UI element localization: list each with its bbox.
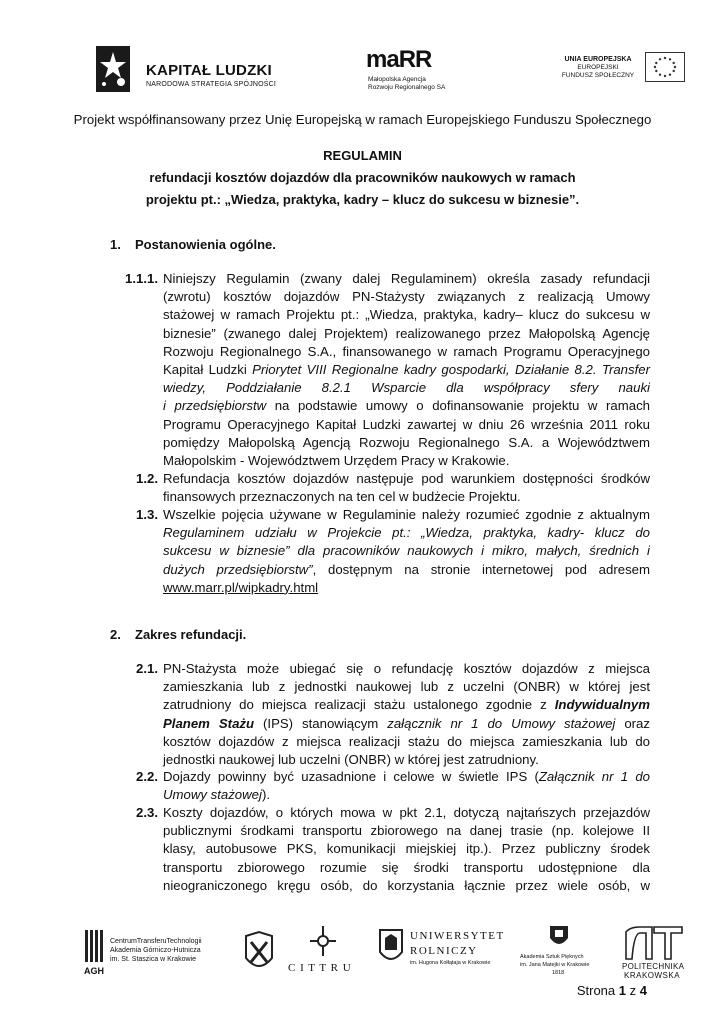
section-2-heading	[110, 627, 246, 642]
eu-flag-icon	[645, 52, 685, 82]
paragraph-number: 2.2.	[136, 769, 158, 784]
pk-line-2: KRAKOWSKA	[624, 971, 681, 980]
doc-subtitle-1: refundacji kosztów dojazdów dla pracowników naukowych w ramach	[149, 170, 576, 185]
project-website-link[interactable]: www.marr.pl/wipkadry.html	[163, 579, 319, 595]
kapital-ludzki-subtitle: NARODOWA STRATEGIA SPÓJNOŚCI	[146, 81, 277, 88]
text-run-italic: załącznik nr 1 do Umowy stażowej	[387, 715, 616, 731]
paragraph-number: 1.1.1.	[125, 271, 158, 286]
text-line	[163, 579, 650, 597]
eu-line-2: EUROPEJSKI	[577, 64, 619, 71]
section-2-title: Zakres refundacji.	[135, 627, 247, 642]
asp-logo	[520, 924, 600, 984]
cittru-emblem-icon	[310, 926, 336, 956]
text-line: pomiędzy Małopolską Agencją Rozwoju Regionalnego S.A. a Województwem	[163, 434, 650, 450]
page-total: 4	[639, 983, 647, 998]
ur-logo	[378, 924, 518, 984]
text-run: Kapitał Ludzki	[163, 362, 253, 378]
asp-line-1: Akademia Sztuk Pięknych	[520, 954, 584, 960]
text-run-bold-italic: Planem Stażu	[163, 715, 255, 731]
header-logos	[88, 40, 688, 100]
paragraph-number: 1.3.	[136, 507, 158, 522]
crossed-keys-emblem-icon	[242, 928, 276, 978]
marr-wordmark: maRR	[366, 46, 432, 73]
text-run-bold-italic: Indywidualnym	[554, 697, 650, 713]
text-run: (IPS) stanowiącym	[254, 715, 388, 731]
asp-emblem-icon	[548, 924, 570, 950]
ur-line-2: ROLNICZY	[410, 945, 478, 957]
pk-logo	[618, 926, 690, 982]
text-line: Rozwoju Regionalnego S.A., finansowanego w ramach Programu Operacyjnego	[163, 343, 650, 359]
text-run-italic: i przedsiębiorstw	[163, 398, 267, 414]
page-label: Strona	[576, 983, 616, 998]
paragraph-2-1	[110, 660, 650, 769]
agh-line-3: im. St. Staszica w Krakowie	[110, 956, 196, 963]
text-line: Małopolskim - Województwem Urzędem Pracy w Krakowie.	[163, 453, 510, 469]
text-line: Niniejszy Regulamin (zwany dalej Regulaminem) określa zasady refundacji	[163, 271, 650, 286]
text-line: zamieszkania lub z jednostki naukowej lub z uczelni (ONBR) w której jest	[163, 679, 650, 695]
text-line	[163, 561, 650, 579]
marr-logo	[366, 46, 466, 100]
cofinancing-note: Projekt współfinansowany przez Unię Europejską w ramach Europejskiego Funduszu Społecznego	[73, 112, 652, 127]
text-run-italic: Załącznik nr 1 do	[538, 769, 650, 784]
text-line: stażowej w ramach Projektu pt.: „Wiedza, praktyka, kadry– klucz do sukcesu w	[163, 307, 650, 323]
page-number	[577, 983, 647, 998]
paragraph-number: 2.3.	[136, 805, 158, 820]
paragraph-2-3	[110, 804, 650, 895]
text-run: ).	[261, 787, 270, 803]
text-line: (zwrotu) kosztów dojazdów PN-Stażysty związanych z realizacją Umowy	[163, 289, 650, 305]
text-line: finansowych przeznaczonych na ten cel w budżecie Projektu.	[163, 489, 521, 505]
section-1-number: 1.	[110, 237, 121, 252]
doc-subtitle-2: projektu pt.: „Wiedza, praktyka, kadry – klucz do sukcesu w biznesie”.	[145, 192, 580, 207]
text-line: Programu Operacyjnego Kapitał Ludzki zawartej w dniu 26 września 2011 roku	[163, 416, 650, 432]
text-run: , dostępnym na stronie internetowej pod adresem	[312, 561, 650, 577]
ur-crest-icon	[378, 926, 404, 966]
agh-logo	[80, 924, 230, 984]
cittru-wordmark: C I T T R U	[288, 962, 352, 974]
paragraph-number: 1.2.	[136, 471, 158, 486]
text-run: Dojazdy powinny być uzasadnione i celowe w świetle IPS (	[163, 769, 539, 784]
text-line: Wszelkie pojęcia używane w Regulaminie należy rozumieć zgodnie z aktualnym	[163, 507, 650, 522]
eu-line-1: UNIA EUROPEJSKA	[564, 56, 632, 63]
text-line: klasy, autobusowe PKS, komunikacji miejskiej itp.). Przez publiczny środek	[163, 841, 650, 857]
section-1-title: Postanowienia ogólne.	[135, 237, 276, 252]
text-line: jednostki naukowej lub uczelni (ONBR) w której jest zatrudniony.	[163, 752, 539, 768]
text-line	[163, 768, 650, 786]
text-line: PN-Stażysta może ubiegać się o refundację kosztów dojazdów z miejsca	[163, 661, 650, 676]
cittru-logo	[288, 924, 358, 984]
text-line: transportu zbiorowego rozumie się środki transportu udostępnione dla	[163, 859, 650, 875]
section-1-heading	[110, 237, 276, 252]
section-2-number: 2.	[110, 627, 121, 642]
kapital-ludzki-title: KAPITAŁ LUDZKI	[146, 62, 272, 79]
text-line: nieograniczonego kręgu osób, do korzystania łącznie przez wiele osób, w	[163, 877, 650, 893]
pk-line-1: POLITECHNIKA	[622, 962, 685, 971]
text-line	[163, 715, 650, 733]
text-line	[163, 696, 650, 714]
paragraph-1-2	[110, 470, 650, 506]
page-current: 1	[618, 983, 627, 998]
text-line-italic: Regulaminem udziału w Projekcie pt.: „Wiedza, praktyka, kadry- klucz do	[163, 525, 650, 541]
paragraph-number: 2.1.	[136, 661, 158, 676]
eu-logo	[553, 52, 683, 96]
asp-line-2: im. Jana Matejki w Krakowie	[520, 962, 590, 968]
text-line	[163, 786, 650, 804]
text-line: publicznymi środkami transportu zbiorowego na danej trasie (np. kolejowe II	[163, 823, 650, 839]
text-run-italic: Umowy stażowej	[163, 787, 262, 803]
paragraph-1-1-1	[110, 270, 650, 470]
doc-title: REGULAMIN	[323, 148, 402, 163]
text-run-italic: Priorytet VIII Regionalne kadry gospodarki, Działanie 8.2. Transfer	[252, 362, 650, 378]
eu-line-3: FUNDUSZ SPOŁECZNY	[561, 72, 635, 79]
agh-emblem-icon	[84, 928, 106, 964]
marr-line-1: Małopolska Agencja	[368, 76, 426, 83]
ur-line-3: im. Hugona Kołłątaja w Krakowie	[410, 960, 491, 966]
text-line: Koszty dojazdów, o których mowa w pkt 2.1, dotyczą najtańszych przejazdów	[163, 805, 650, 820]
ur-line-1: UNIWERSYTET	[410, 930, 505, 942]
text-line: Refundacja kosztów dojazdów następuje pod warunkiem dostępności środków	[163, 471, 650, 486]
text-run: zatrudniony do miejsca realizacji stażu ustalonego zgodnie z	[163, 697, 555, 713]
kapital-ludzki-star-icon	[94, 44, 132, 94]
footer-logos	[80, 924, 690, 986]
agh-line-2: Akademia Górniczo-Hutnicza	[110, 947, 201, 954]
text-line-italic: wiedzy, Poddziałanie 8.2.1 Wsparcie dla współpracy sfery nauki	[163, 380, 650, 396]
text-line: kosztów dojazdów z miejsca realizacji stażu do miejsca zamieszkania lub do	[163, 733, 650, 749]
marr-line-2: Rozwoju Regionalnego SA	[368, 84, 446, 91]
text-line	[163, 397, 650, 415]
text-run: na podstawie umowy o dofinansowanie projektu w ramach	[266, 398, 651, 414]
paragraph-1-3	[110, 506, 650, 597]
kapital-ludzki-logo	[88, 44, 288, 98]
paragraph-2-2	[110, 768, 650, 804]
asp-line-3: 1818	[552, 970, 565, 976]
text-line-italic: sukcesu w biznesie” dla pracowników naukowych i mikro, małych, średnich i	[163, 543, 650, 559]
text-line	[163, 361, 650, 379]
page-of: z	[629, 983, 637, 998]
agh-mark: AGH	[84, 966, 104, 976]
text-run: oraz	[615, 715, 650, 731]
pk-emblem-icon	[622, 926, 684, 960]
text-run-italic: dużych przedsiębiorstw”	[163, 561, 313, 577]
agh-line-1: CentrumTransferuTechnologii	[110, 938, 202, 945]
text-line: biznesie” (zwanego dalej Projektem) realizowanego przez Małopolską Agencję	[163, 325, 650, 341]
